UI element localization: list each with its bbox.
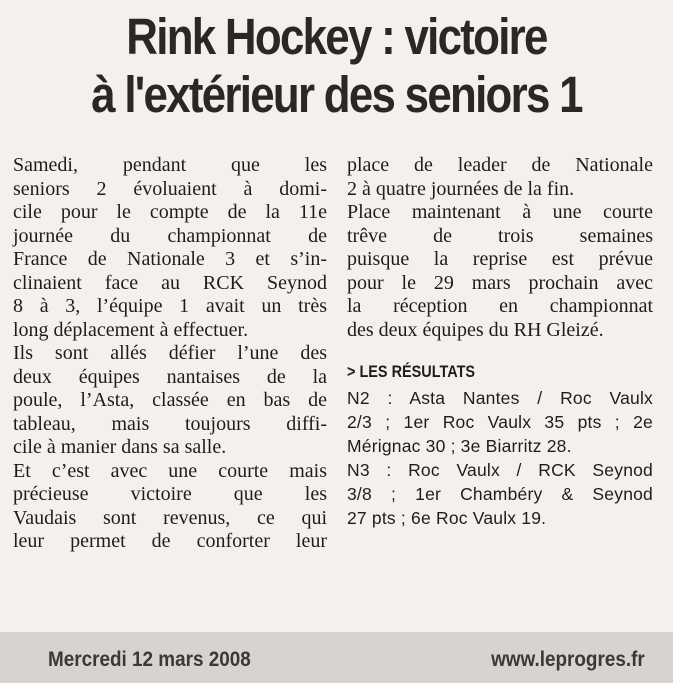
- body-line: 2 à quatre journées de la fin.: [347, 177, 575, 200]
- body-line: cile à manier dans sa salle.: [13, 436, 227, 458]
- body-line: trêve de trois semaines: [347, 224, 653, 247]
- body-line: 8 à 3, l’équipe 1 avait un très: [13, 295, 327, 317]
- body-line: leur permet de conforter leur: [13, 530, 327, 552]
- article-column-left: [13, 154, 327, 554]
- body-line: Et c’est avec une courte mais: [13, 459, 327, 482]
- body-line: des deux équipes du RH Gleizé.: [347, 318, 604, 341]
- headline-line-1: Rink Hockey : victoire: [126, 8, 547, 65]
- results-line: 27 pts ; 6e Roc Vaulx 19.: [347, 508, 547, 528]
- body-line: tableau, mais toujours diffi-: [13, 412, 327, 435]
- body-line: Vaudais sont revenus, ce qui: [13, 506, 327, 529]
- results-line: Mérignac 30 ; 3e Biarritz 28.: [347, 436, 572, 456]
- results-line: 2/3 ; 1er Roc Vaulx 35 pts ; 2e: [347, 412, 653, 432]
- results-line: 3/8 ; 1er Chambéry & Seynod: [347, 484, 653, 504]
- article-column-right: [347, 154, 653, 530]
- results-line: N3 : Roc Vaulx / RCK Seynod: [347, 460, 653, 480]
- website-url: www.leprogres.fr: [491, 648, 645, 671]
- body-line: cile pour le compte de la 11e: [13, 201, 327, 223]
- body-line: Samedi, pendant que les: [13, 154, 327, 176]
- body-line: France de Nationale 3 et s’in-: [13, 248, 327, 270]
- body-line: place de leader de Nationale: [347, 154, 653, 176]
- body-line: seniors 2 évoluaient à domi-: [13, 177, 327, 200]
- body-line: la réception en championnat: [347, 295, 653, 317]
- page-footer: [0, 632, 673, 683]
- article-headline: [0, 8, 673, 124]
- body-line: Ils sont allés défier l’une des: [13, 342, 327, 364]
- body-line: pour le 29 mars prochain avec: [347, 271, 653, 294]
- body-line: poule, l’Asta, classée en bas de: [13, 389, 327, 411]
- publication-date: Mercredi 12 mars 2008: [48, 648, 251, 671]
- body-line: long déplacement à effectuer.: [13, 318, 249, 341]
- results-list: [347, 386, 653, 530]
- headline-line-2: à l'extérieur des seniors 1: [91, 66, 582, 123]
- results-heading: > LES RÉSULTATS: [347, 362, 476, 381]
- results-line: N2 : Asta Nantes / Roc Vaulx: [347, 388, 653, 408]
- body-line: journée du championnat de: [13, 224, 327, 247]
- body-line: clinaient face au RCK Seynod: [13, 271, 327, 294]
- body-line: puisque la reprise est prévue: [347, 248, 653, 270]
- body-line: deux équipes nantaises de la: [13, 365, 327, 388]
- body-line: précieuse victoire que les: [13, 483, 327, 505]
- body-line: Place maintenant à une courte: [347, 201, 653, 223]
